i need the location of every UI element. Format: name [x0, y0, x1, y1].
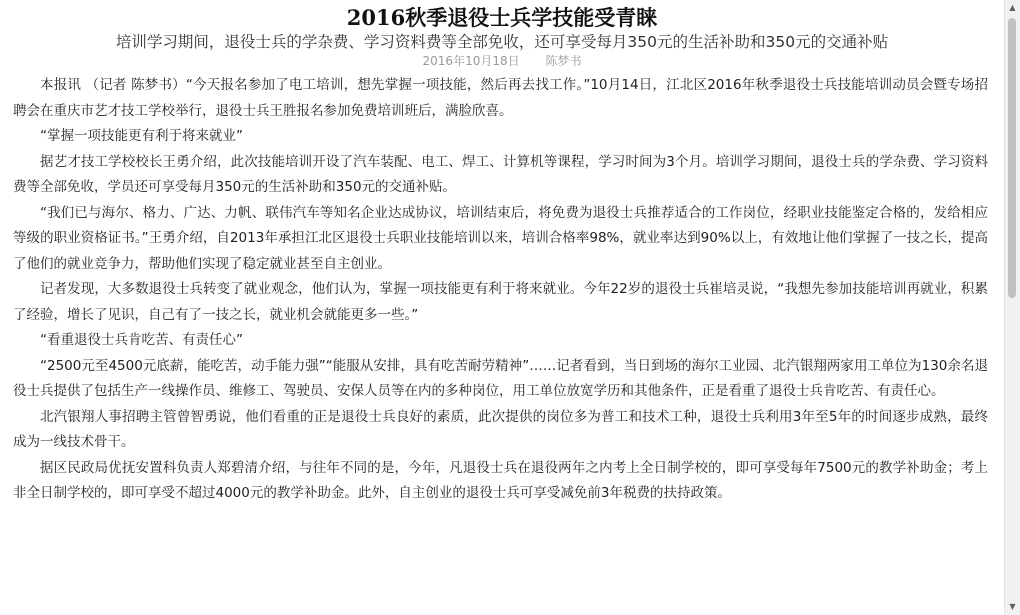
article-paragraph: 据艺才技工学校校长王勇介绍，此次技能培训开设了汽车装配、电工、焊工、计算机等课程，学习时间为3个月。培训学习期间，退役士兵的学杂费、学习资料费等全部免收，学员还可享受每月350元的生活补助和350元的交通补贴。	[13, 153, 988, 195]
article-subtitle: 培训学习期间，退役士兵的学杂费、学习资料费等全部免收，还可享受每月350元的生活补助和350元的交通补贴	[115, 33, 889, 51]
article-author: 陈梦书	[545, 54, 582, 68]
vertical-scrollbar[interactable]	[1004, 0, 1020, 615]
scroll-down-arrow-icon[interactable]: ▼	[1009, 602, 1016, 611]
article-meta	[0, 53, 1004, 69]
article-date: 2016年10月18日	[422, 54, 520, 68]
article-title: 2016秋季退役士兵学技能受青睐	[346, 5, 658, 30]
article-paragraph: 记者发现，大多数退役士兵转变了就业观念，他们认为，掌握一项技能更有利于将来就业。今年22岁的退役士兵崔培灵说，“我想先参加技能培训再就业，积累了经验，增长了见识，自己有了一技之长，就业机会就能更多一些。”	[13, 281, 988, 323]
article-paragraph: “我们已与海尔、格力、广达、力帆、联伟汽车等知名企业达成协议，培训结束后，将免费为退役士兵推荐适合的工作岗位，经职业技能鉴定合格的，发给相应等级的职业资格证书。”王勇介绍，自2013年承担江北区退役士兵职业技能培训以来，培训合格率98%，就业率达到90%以上，有效地让他们掌握了一技之长，提高了他们的就业竞争力，帮助他们实现了稳定就业甚至自主创业。	[13, 204, 988, 272]
scrollbar-thumb[interactable]	[1008, 18, 1016, 298]
article-subheading: “看重退役士兵肯吃苦、有责任心”	[40, 332, 243, 348]
scroll-up-arrow-icon[interactable]: ▲	[1009, 3, 1016, 12]
article-body	[0, 73, 1004, 507]
article-paragraph: 据区民政局优抚安置科负责人郑碧清介绍，与往年不同的是，今年，凡退役士兵在退役两年之内考上全日制学校的，即可享受每年7500元的教学补助金；考上非全日制学校的，即可享受不超过4000元的教学补助金。此外，自主创业的退役士兵可享受减免前3年税费的扶持政策。	[13, 459, 988, 501]
article-paragraph: 本报讯 （记者 陈梦书）“今天报名参加了电工培训，想先掌握一项技能，然后再去找工作。”10月14日，江北区2016年秋季退役士兵技能培训动员会暨专场招聘会在重庆市艺才技工学校举行，退役士兵王胜报名参加免费培训班后，满脸欣喜。	[13, 77, 988, 119]
article-paragraph: “2500元至4500元底薪，能吃苦，动手能力强”“能服从安排，具有吃苦耐劳精神”……记者看到，当日到场的海尔工业园、北汽银翔两家用工单位为130余名退役士兵提供了包括生产一线操作员、维修工、驾驶员、安保人员等在内的多种岗位，用工单位放宽学历和其他条件，正是看重了退役士兵肯吃苦、有责任心。	[13, 357, 988, 399]
article-subheading: “掌握一项技能更有利于将来就业”	[40, 128, 243, 144]
article-paragraph: 北汽银翔人事招聘主管曾智勇说，他们看重的正是退役士兵良好的素质，此次提供的岗位多为普工和技术工种，退役士兵利用3年至5年的时间逐步成熟，最终成为一线技术骨干。	[13, 408, 988, 450]
